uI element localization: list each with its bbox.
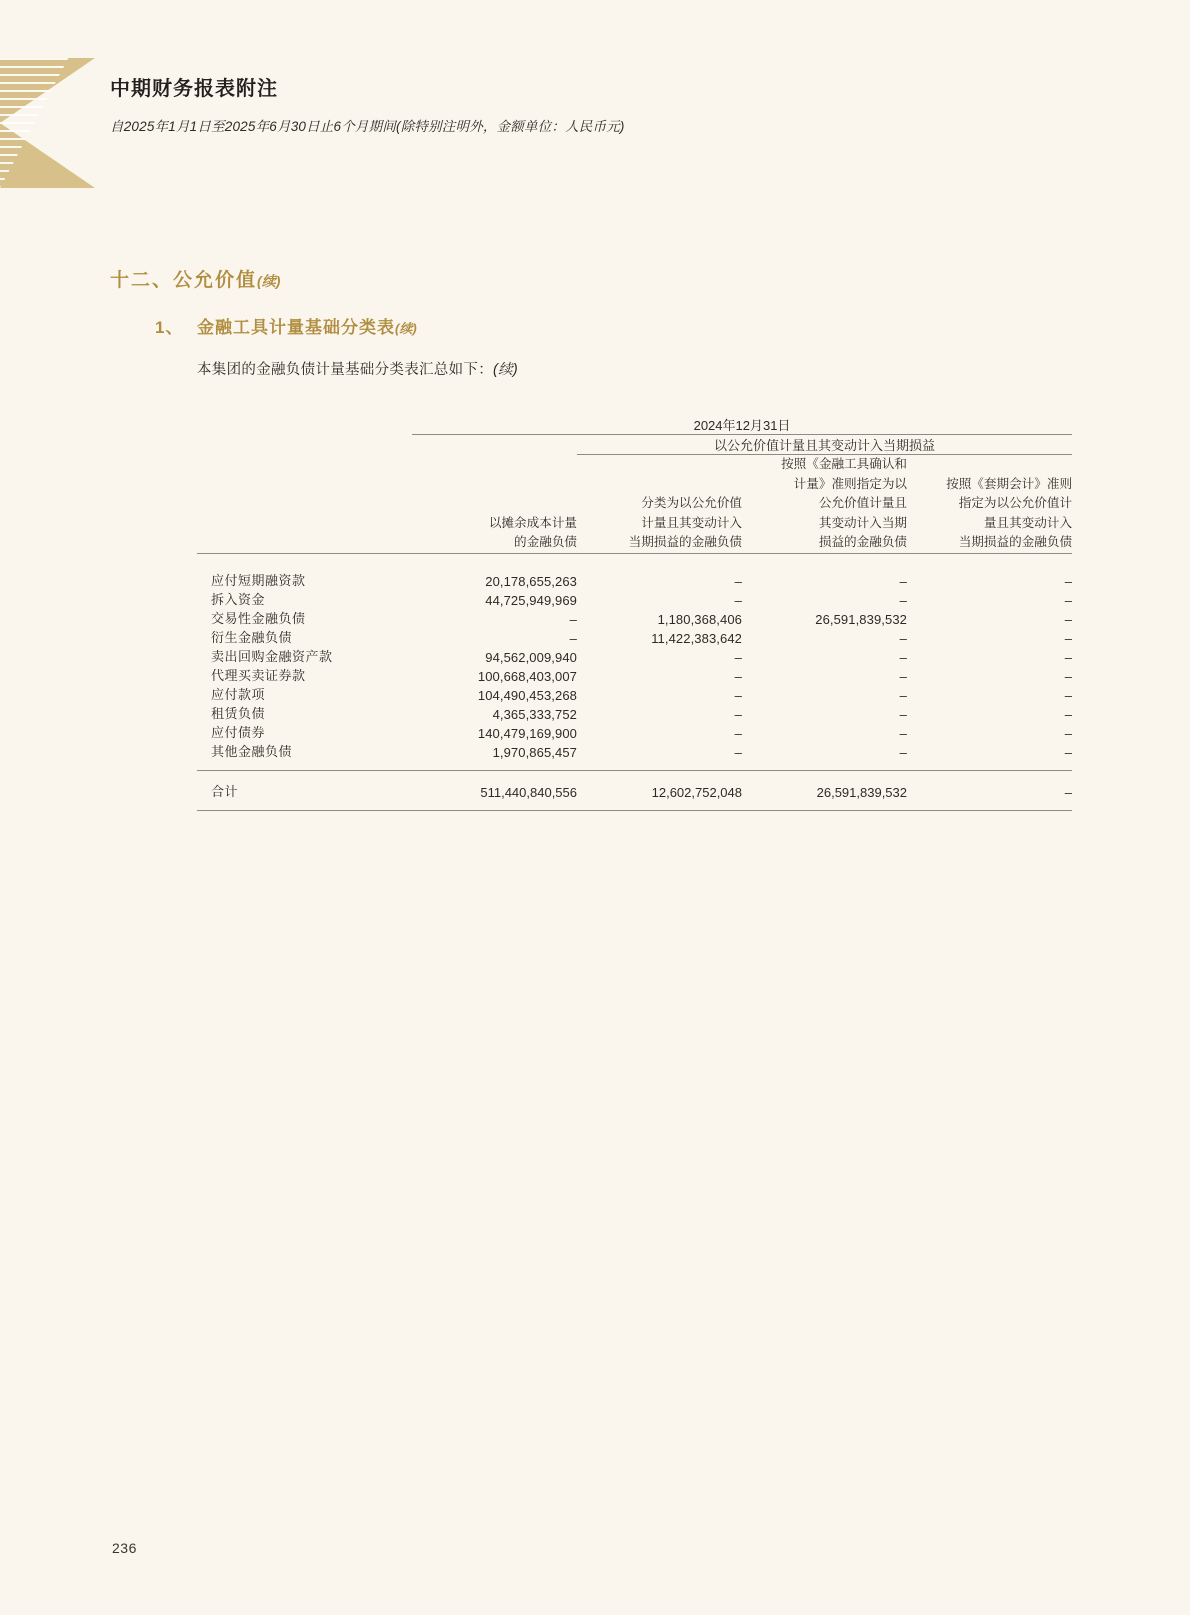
row-label: 拆入资金 [211, 591, 266, 607]
row-value-1: 20,178,655,263 [485, 573, 577, 589]
col-header-line: 按照《套期会计》准则 [946, 476, 1073, 491]
row-value-2: 11,422,383,642 [651, 630, 742, 646]
empty-cell [197, 415, 412, 435]
table-column-header-row [197, 455, 1072, 553]
row-value-4: – [1064, 573, 1073, 589]
table-row [197, 627, 1072, 646]
row-value-2: – [734, 744, 742, 760]
row-value-3: – [899, 630, 907, 646]
total-rule-bottom [197, 810, 1072, 811]
row-label: 其他金融负债 [211, 743, 293, 759]
page-subtitle: 自2025年1月1日至2025年6月30日止6个月期间(除特别注明外，金额单位：人民币元) [110, 119, 625, 134]
row-value-3: – [899, 668, 907, 684]
table-row [197, 608, 1072, 627]
col-header-line: 的金融负债 [514, 535, 577, 550]
page-title: 中期财务报表附注 [110, 78, 278, 100]
row-value-4: – [1064, 744, 1073, 760]
table-row [197, 703, 1072, 722]
row-label: 代理买卖证券款 [211, 667, 306, 683]
row-value-3: – [899, 725, 907, 741]
row-value-1: 140,479,169,900 [477, 725, 577, 741]
decorative-corner-graphic [0, 58, 95, 188]
row-value-3: – [899, 573, 907, 589]
spacer-cell [197, 800, 1072, 811]
section-heading [110, 265, 280, 292]
row-label: 应付债券 [211, 724, 266, 740]
row-value-1: 104,490,453,268 [477, 687, 577, 703]
col-header-line: 公允价值计量且 [818, 496, 907, 511]
row-value-1: 1,970,865,457 [492, 744, 577, 760]
empty-cell [412, 435, 577, 455]
row-value-1: 44,725,949,969 [485, 592, 577, 608]
col-header-line: 当期损益的金融负债 [958, 535, 1073, 550]
intro-continued-marker: (续) [493, 362, 519, 378]
row-value-1: 100,668,403,007 [477, 668, 577, 684]
row-value-3: – [899, 687, 907, 703]
col-header-line: 分类为以公允价值 [641, 496, 742, 511]
col-header-line: 量且其变动计入 [983, 515, 1073, 530]
row-value-4: – [1064, 630, 1073, 646]
spacer-cell [197, 554, 1072, 570]
row-value-3: – [899, 706, 907, 722]
intro-paragraph [197, 358, 518, 379]
row-value-4: – [1064, 668, 1073, 684]
financial-table [197, 415, 1072, 811]
total-value-2: 12,602,752,048 [651, 784, 742, 800]
total-value-1: 511,440,840,556 [480, 784, 577, 800]
total-value-4: – [1064, 784, 1073, 800]
date-header: 2024年12月31日 [693, 418, 791, 433]
row-value-3: 26,591,839,532 [815, 611, 907, 627]
row-value-4: – [1064, 649, 1073, 665]
row-value-2: – [734, 592, 742, 608]
row-value-4: – [1064, 725, 1073, 741]
table-group-header-row [197, 435, 1072, 455]
row-value-2: – [734, 706, 742, 722]
row-value-4: – [1064, 592, 1073, 608]
col-header-line: 以摊余成本计量 [488, 515, 577, 530]
table-row [197, 646, 1072, 665]
table-row [197, 722, 1072, 741]
spacer-row [197, 800, 1072, 811]
row-label: 卖出回购金融资产款 [211, 648, 333, 664]
col-header-line: 损益的金融负债 [818, 535, 907, 550]
table-row [197, 741, 1072, 760]
intro-text: 本集团的金融负债计量基础分类表汇总如下： [197, 362, 493, 378]
row-value-3: – [899, 592, 907, 608]
row-label: 交易性金融负债 [211, 610, 306, 626]
row-value-2: – [734, 725, 742, 741]
page-number: 236 [112, 1540, 137, 1556]
column-header-amortised-cost [412, 455, 577, 553]
col-header-line: 指定为以公允价值计 [958, 496, 1073, 511]
spacer-row [197, 760, 1072, 771]
section-title-text: 公允价值 [173, 270, 258, 291]
spacer-row [197, 554, 1072, 570]
column-header-fvtpl-designated [742, 455, 907, 553]
row-value-1: 94,562,009,940 [485, 649, 577, 665]
row-label: 衍生金融负债 [211, 629, 293, 645]
subsection-continued-marker: (续) [395, 321, 417, 336]
row-value-4: – [1064, 687, 1073, 703]
row-value-2: 1,180,368,406 [657, 611, 742, 627]
row-value-3: – [899, 649, 907, 665]
row-value-2: – [734, 573, 742, 589]
col-header-line: 其变动计入当期 [818, 515, 907, 530]
col-header-line: 计量》准则指定为以 [793, 476, 907, 491]
subsection-heading [155, 313, 417, 338]
total-value-3: 26,591,839,532 [816, 784, 907, 800]
spacer-row [197, 771, 1072, 781]
section-continued-marker: (续) [257, 273, 281, 289]
section-number: 十二、 [110, 270, 174, 291]
row-value-4: – [1064, 706, 1073, 722]
row-value-2: – [734, 687, 742, 703]
col-header-line: 计量且其变动计入 [641, 515, 742, 530]
row-label: 租赁负债 [211, 705, 266, 721]
row-value-4: – [1064, 611, 1073, 627]
row-label: 应付款项 [211, 686, 266, 702]
group-header: 以公允价值计量且其变动计入当期损益 [714, 438, 936, 453]
page-header [110, 72, 1010, 135]
spacer-cell [197, 760, 1072, 771]
subsection-number: 1、 [155, 318, 184, 337]
rule-row-5 [197, 810, 1072, 811]
table-row [197, 665, 1072, 684]
row-value-1: 4,365,333,752 [492, 706, 577, 722]
spacer-cell [197, 771, 1072, 781]
table-total-row [197, 781, 1072, 800]
row-label: 应付短期融资款 [211, 572, 306, 588]
row-value-2: – [734, 649, 742, 665]
table-row [197, 589, 1072, 608]
row-value-1: – [569, 630, 577, 646]
table-row [197, 570, 1072, 589]
col-header-line: 按照《金融工具确认和 [781, 457, 907, 471]
row-value-1: – [569, 611, 577, 627]
table-date-header-row [197, 415, 1072, 435]
column-header-fvtpl-classified [577, 455, 742, 553]
total-label: 合计 [211, 783, 239, 799]
row-value-3: – [899, 744, 907, 760]
col-header-line: 当期损益的金融负债 [628, 535, 742, 550]
subsection-title-text: 金融工具计量基础分类表 [197, 318, 395, 337]
empty-cell [197, 455, 412, 553]
row-value-2: – [734, 668, 742, 684]
table-row [197, 684, 1072, 703]
financial-table-container [197, 415, 1072, 811]
column-header-hedge-accounting [907, 455, 1072, 553]
empty-cell [197, 435, 412, 455]
